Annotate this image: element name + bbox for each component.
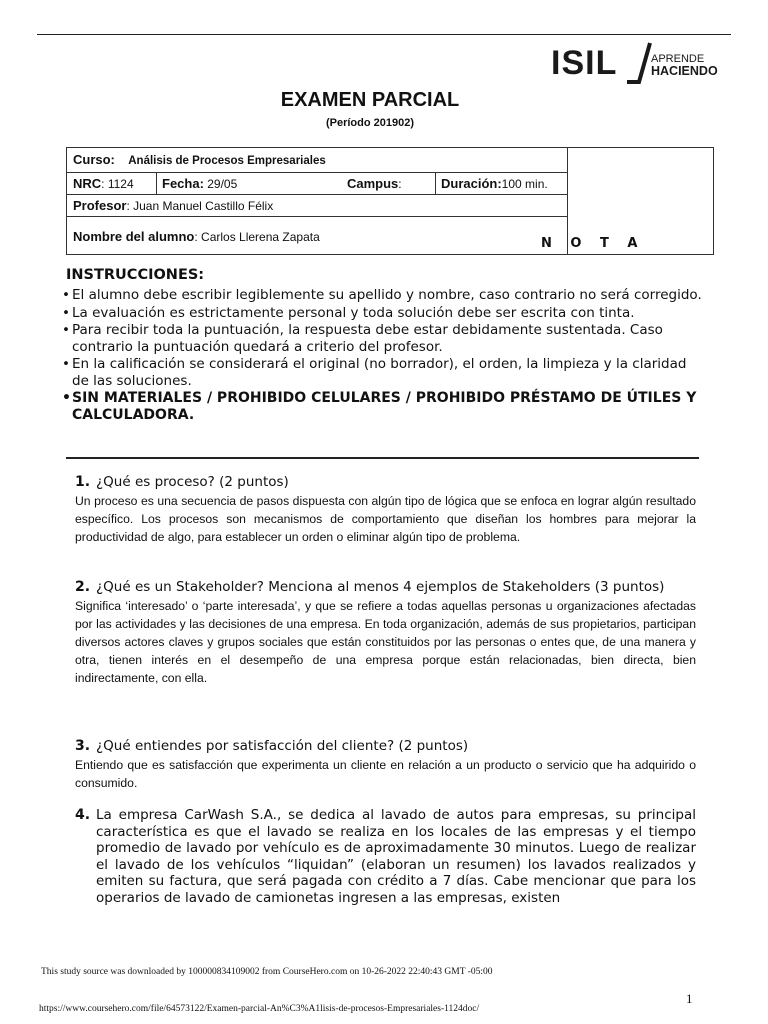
exam-title: EXAMEN PARCIAL (280, 89, 460, 111)
alumno-value: : Carlos Llerena Zapata (194, 230, 320, 244)
footer-source: This study source was downloaded by 100000834109002 from CourseHero.com on 10-26-2022 22:40:43 GMT -05:00 (41, 967, 493, 977)
profesor-row (73, 198, 273, 213)
instruction-item: • La evaluación es estrictamente personal y toda solución debe ser escrita con tinta. (62, 305, 702, 322)
question-text: La empresa CarWash S.A., se dedica al lavado de autos para empresas, su principal característica es que el lavado se realiza en los locales de las empresas y el tiempo promedio de lavado por vehículo es de aproximadamente 30 minutos. Luego de realizar el lavado de los vehículos “liquidan” (elaboran un resumen) los lavados realizados y emiten su factura, que será pagada con crédito a 7 días. Cabe mencionar que para los operarios de lavado de camionetas ingresen a las empresas, existen (96, 807, 696, 906)
logo-tagline-bottom: HACIENDO (651, 64, 718, 78)
instruction-item: • En la calificación se considerará el original (no borrador), el orden, la limpieza y la claridad de las soluciones. (62, 356, 702, 389)
top-rule (37, 34, 731, 35)
instructions-list (62, 287, 702, 424)
instructions-title: INSTRUCCIONES: (66, 267, 205, 283)
footer-url: https://www.coursehero.com/file/64573122/Examen-parcial-An%C3%A1lisis-de-procesos-Empresariales-1124doc/ (39, 1004, 480, 1014)
fecha-label: Fecha: (162, 176, 204, 191)
duracion-label: Duración: (441, 176, 502, 191)
logo-slash-icon (623, 40, 653, 90)
question-4 (75, 807, 696, 906)
exam-period: (Período 201902) (325, 117, 415, 129)
instruction-item-prohibitions: • SIN MATERIALES / PROHIBIDO CELULARES / PROHIBIDO PRÉSTAMO DE ÚTILES Y CALCULADORA. (62, 390, 702, 423)
logo-brand: ISIL (551, 44, 618, 82)
nrc-value: : 1124 (101, 177, 134, 191)
question-number: 4. (75, 807, 91, 823)
curso-value: Análisis de Procesos Empresariales (128, 155, 326, 167)
curso-row (73, 152, 326, 167)
profesor-value: : Juan Manuel Castillo Félix (126, 199, 274, 213)
answer-text: Entiendo que es satisfacción que experimenta un cliente en relación a un producto o servicio que ha adquirido o consumido. (75, 758, 696, 790)
campus-value: : (398, 177, 402, 191)
question-1 (75, 474, 696, 546)
instruction-item: • Para recibir toda la puntuación, la respuesta debe estar debidamente sustentada. Caso contrario la puntuación quedará a criterio del profesor. (62, 322, 702, 355)
question-number: 1. (75, 474, 91, 490)
isil-logo (551, 40, 721, 92)
nrc-cell (73, 176, 134, 191)
logo-tagline-top: APRENDE (651, 53, 705, 65)
answer-text: Un proceso es una secuencia de pasos dispuesta con algún tipo de lógica que se enfoca en lograr algún resultado específico. Los procesos son mecanismos de comportamiento que diseñan los hombres para mejorar la productividad de algo, para establecer un orden o eliminar algún tipo de problema. (75, 494, 696, 544)
page-number: 1 (686, 991, 693, 1006)
campus-label: Campus (347, 176, 399, 191)
nota-label: N O T A (541, 236, 645, 251)
profesor-label: Profesor (73, 198, 127, 213)
question-number: 3. (75, 738, 91, 754)
question-text: ¿Qué entiendes por satisfacción del cliente? (2 puntos) (96, 738, 469, 754)
question-text: ¿Qué es proceso? (2 puntos) (96, 474, 289, 490)
answer-text: Significa ‘interesado’ o ‘parte interesada’, y que se refiere a todas aquellas personas u organizaciones afectadas por las actividades y las decisiones de una empresa. En toda organización, además de sus propietarios, participan diversos actores claves y grupos sociales que están constituidos por las personas o entes que, de una manera y otra, tienen interés en el desempeño de una empresa porque están relacionadas, bien directa, bien indirectamente, con ella. (75, 599, 696, 685)
curso-label: Curso: (73, 152, 115, 167)
instruction-item: • El alumno debe escribir legiblemente su apellido y nombre, caso contrario no será corregido. (62, 287, 702, 304)
alumno-label: Nombre del alumno (73, 229, 195, 244)
question-text: ¿Qué es un Stakeholder? Menciona al menos 4 ejemplos de Stakeholders (3 puntos) (96, 579, 665, 595)
question-3 (75, 738, 696, 792)
fecha-cell (162, 176, 237, 191)
campus-cell (347, 176, 402, 191)
alumno-row (73, 229, 320, 244)
question-2 (75, 579, 696, 687)
fecha-value: 29/05 (203, 177, 238, 191)
duracion-cell (441, 176, 548, 191)
nrc-label: NRC (73, 176, 102, 191)
question-number: 2. (75, 579, 91, 595)
instructions-rule (66, 457, 699, 459)
duracion-value: 100 min. (501, 177, 548, 191)
